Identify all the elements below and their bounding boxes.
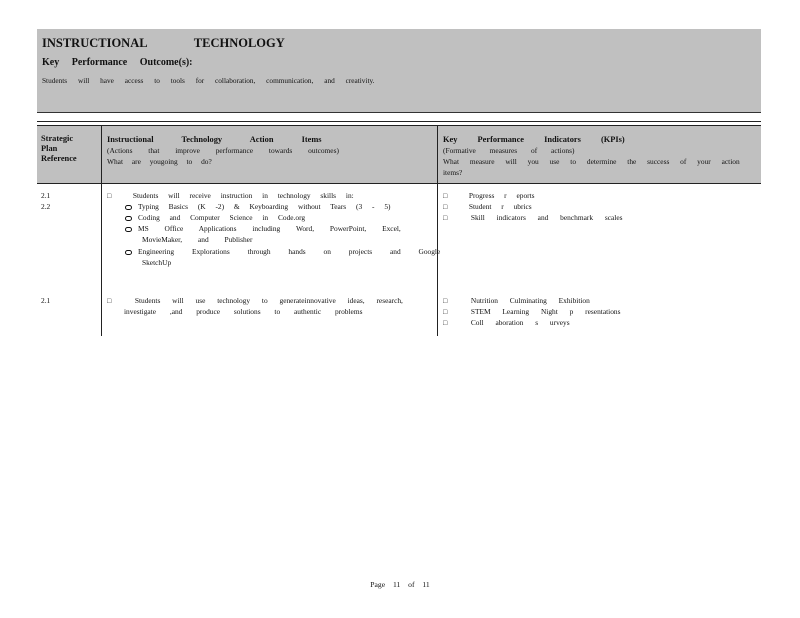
row1-refs	[41, 190, 50, 212]
ref-value: 2.1	[41, 191, 51, 200]
row2-refs	[41, 295, 50, 306]
kpi-text: STEM Learning Night p resentations	[470, 307, 621, 316]
subitem-text-cont: SketchUp	[142, 258, 172, 267]
outcome-text: Students will have access to tools for collaboration, communication, and creativity.	[42, 76, 375, 85]
row2-kpi	[443, 317, 570, 329]
bullet-square-icon: □	[107, 297, 112, 305]
bullet-circle-icon	[125, 227, 132, 232]
header-kpis	[443, 134, 740, 178]
column-divider	[101, 125, 102, 336]
row1-subitem	[125, 201, 390, 212]
kpi-text: Student r ubrics	[468, 202, 532, 211]
table-header	[37, 125, 761, 184]
subitem-text-cont: MovieMaker, and Publisher	[142, 235, 253, 244]
kpi-text: Nutrition Culminating Exhibition	[470, 296, 590, 305]
action-plan-table	[37, 121, 761, 336]
header-action-sub1: (Actions that improve performance towards outcomes)	[107, 146, 339, 155]
subitem-text: MS Office Applications including Word, PowerPoint, Excel,	[138, 224, 401, 233]
bullet-square-icon: □	[443, 308, 448, 316]
subitem-text: Engineering Explorations through hands on projects and Google	[138, 247, 441, 256]
bullet-square-icon: □	[443, 297, 448, 305]
action-text: Students will use technology to generateinnovative ideas, research,	[134, 296, 403, 305]
kpi-text: Coll aboration s urveys	[470, 318, 570, 327]
header-col1-line3: Reference	[41, 154, 77, 163]
bullet-square-icon: □	[443, 214, 448, 222]
header-strategic-plan-reference	[41, 134, 77, 164]
kpi-text: Progress r eports	[468, 191, 535, 200]
kpi-text: Skill indicators and benchmark scales	[470, 213, 623, 222]
header-col1-line1: Strategic	[41, 134, 74, 143]
ref-value: 2.1	[41, 296, 51, 305]
bullet-circle-icon	[125, 205, 132, 210]
action-text: Students will receive instruction in technology skills in:	[132, 191, 354, 200]
ref-value: 2.2	[41, 202, 51, 211]
page-number: Page 11 of 11	[370, 580, 430, 589]
section-title: INSTRUCTIONAL TECHNOLOGY	[42, 36, 285, 50]
header-kpi-sub2: What measure will you use to determine the success of your action	[443, 157, 740, 166]
action-text-cont: investigate ,and produce solutions to authentic problems	[124, 307, 363, 316]
bullet-circle-icon	[125, 216, 132, 221]
bullet-circle-icon	[125, 250, 132, 255]
header-kpi-title: Key Performance Indicators (KPIs)	[443, 135, 625, 144]
header-col1-line2: Plan	[41, 144, 58, 153]
row1-kpi	[443, 212, 623, 224]
bullet-square-icon: □	[443, 319, 448, 327]
header-kpi-sub3: items?	[443, 168, 463, 177]
row1-subitem	[125, 246, 440, 257]
bullet-square-icon: □	[443, 192, 448, 200]
header-kpi-sub1: (Formative measures of actions)	[443, 146, 575, 155]
bullet-square-icon: □	[107, 192, 112, 200]
row1-subitem	[125, 212, 305, 223]
subitem-text: Typing Basics (K -2) & Keyboarding without Tears (3 - 5)	[138, 202, 391, 211]
row1-subitem	[125, 223, 401, 234]
bullet-square-icon: □	[443, 203, 448, 211]
outcome-heading: Key Performance Outcome(s):	[42, 57, 193, 68]
outcome-banner	[37, 29, 761, 113]
subitem-text: Coding and Computer Science in Code.org	[138, 213, 306, 222]
header-action-items	[107, 134, 339, 167]
header-action-sub2: What are yougoing to do?	[107, 157, 212, 166]
header-action-title: Instructional Technology Action Items	[107, 135, 322, 144]
column-divider	[437, 125, 438, 336]
